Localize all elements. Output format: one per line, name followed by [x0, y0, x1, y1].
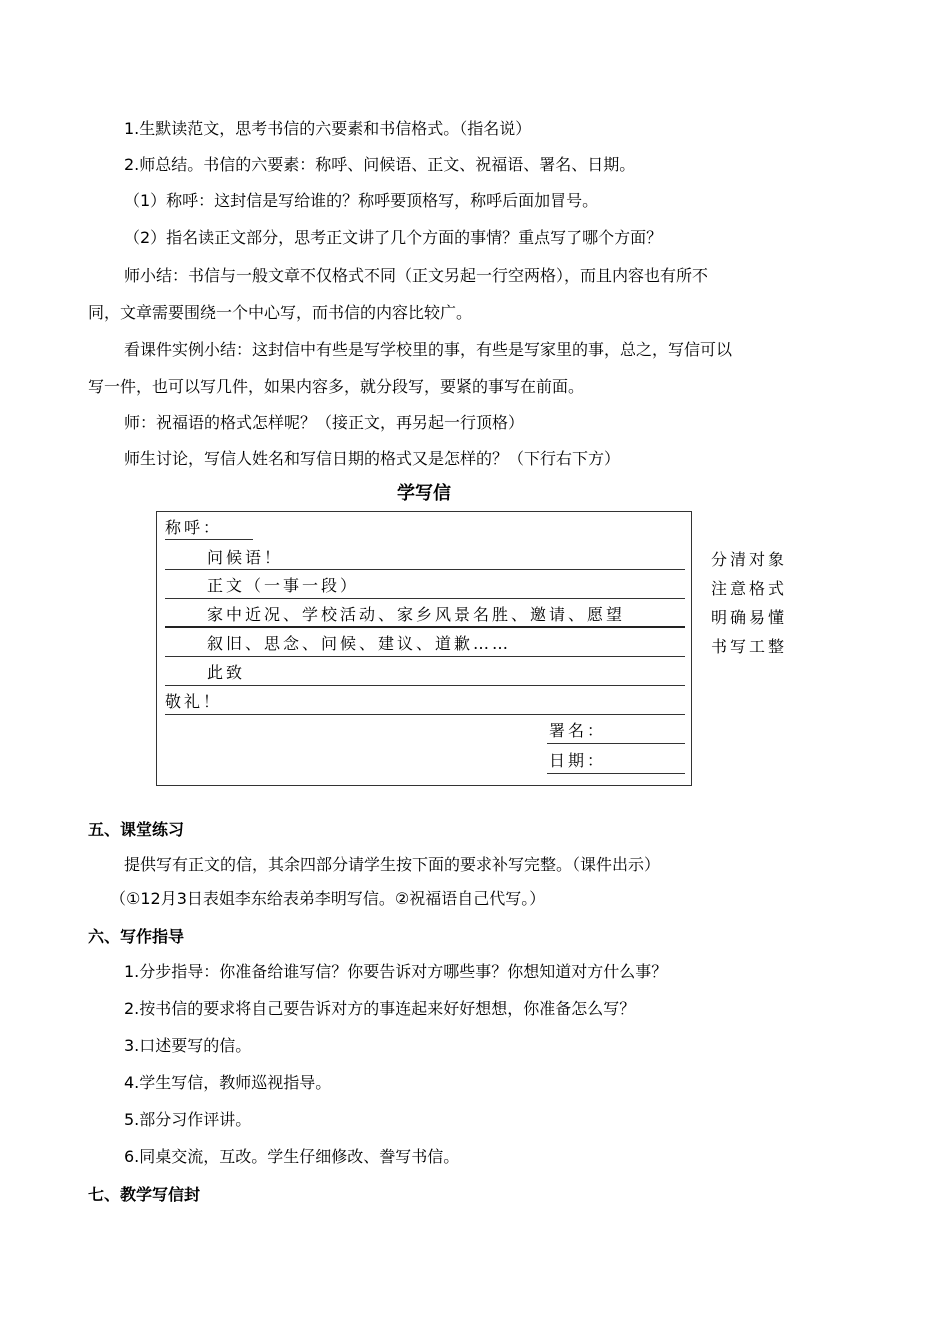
rule-line	[165, 656, 685, 657]
closing-line-2: 敬礼！	[165, 692, 223, 711]
paragraph-5: 师小结：书信与一般文章不仅格式不同（正文另起一行空两格），而且内容也有所不	[124, 266, 709, 285]
date-underline	[547, 773, 685, 774]
tip-item: 明确易懂	[711, 608, 788, 627]
signature-label: 署名：	[549, 721, 607, 740]
section-6-item: 6.同桌交流，互改。学生仔细修改、誊写书信。	[124, 1147, 460, 1166]
writing-tips	[711, 545, 811, 661]
rule-line	[165, 714, 685, 715]
body-topics-line-1: 家中近况、学校活动、家乡风景名胜、邀请、愿望	[207, 605, 626, 624]
rule-line	[165, 569, 685, 570]
date-label: 日期：	[549, 751, 607, 770]
paragraph-3: （1）称呼：这封信是写给谁的？称呼要顶格写，称呼后面加冒号。	[124, 191, 599, 210]
rule-line	[165, 685, 685, 686]
paragraph-4: （2）指名读正文部分，思考正文讲了几个方面的事情？重点写了哪个方面？	[124, 228, 663, 247]
section-7-heading: 七、教学写信封	[88, 1185, 201, 1204]
paragraph-10: 师生讨论，写信人姓名和写信日期的格式又是怎样的？（下行右下方）	[124, 449, 621, 468]
section-6-item: 3.口述要写的信。	[124, 1036, 252, 1055]
greeting-underline	[165, 539, 253, 540]
paragraph-1: 1.生默读范文，思考书信的六要素和书信格式。（指名说）	[124, 119, 532, 138]
section-6-heading: 六、写作指导	[88, 927, 185, 946]
rule-line	[165, 626, 685, 628]
closing-line-1: 此致	[207, 663, 246, 682]
letter-format-figure	[156, 511, 692, 786]
greeting-label: 称呼：	[165, 518, 223, 537]
rule-line	[165, 598, 685, 599]
body-topics-line-2: 叙旧、思念、问候、建议、道歉……	[207, 634, 512, 653]
section-5-heading: 五、课堂练习	[88, 820, 185, 839]
paragraph-9: 师：祝福语的格式怎样呢？（接正文，再另起一行顶格）	[124, 413, 525, 432]
paragraph-8: 写一件，也可以写几件，如果内容多，就分段写，要紧的事写在前面。	[88, 377, 585, 396]
section-6-item: 4.学生写信，教师巡视指导。	[124, 1073, 332, 1092]
section-5-paragraph-1: 提供写有正文的信，其余四部分请学生按下面的要求补写完整。（课件出示）	[124, 855, 661, 874]
section-6-item: 1.分步指导：你准备给谁写信？你要告诉对方哪些事？你想知道对方什么事？	[124, 962, 668, 981]
paragraph-7: 看课件实例小结：这封信中有些是写学校里的事，有些是写家里的事，总之，写信可以	[124, 340, 733, 359]
signature-underline	[547, 743, 685, 744]
tip-item: 书写工整	[711, 637, 788, 656]
tip-item: 注意格式	[711, 579, 788, 598]
section-5-paragraph-2: （①12月3日表姐李东给表弟李明写信。②祝福语自己代写。）	[110, 889, 546, 908]
paragraph-6: 同，文章需要围绕一个中心写，而书信的内容比较广。	[88, 303, 473, 322]
tip-item: 分清对象	[711, 550, 788, 569]
paragraph-2: 2.师总结。书信的六要素：称呼、问候语、正文、祝福语、署名、日期。	[124, 155, 636, 174]
body-label: 正文（一事一段）	[207, 576, 360, 595]
figure-title: 学写信	[397, 483, 451, 504]
section-6-item: 5.部分习作评讲。	[124, 1110, 252, 1129]
section-6-item: 2.按书信的要求将自己要告诉对方的事连起来好好想想，你准备怎么写？	[124, 999, 636, 1018]
salutation-text: 问候语！	[207, 548, 284, 567]
